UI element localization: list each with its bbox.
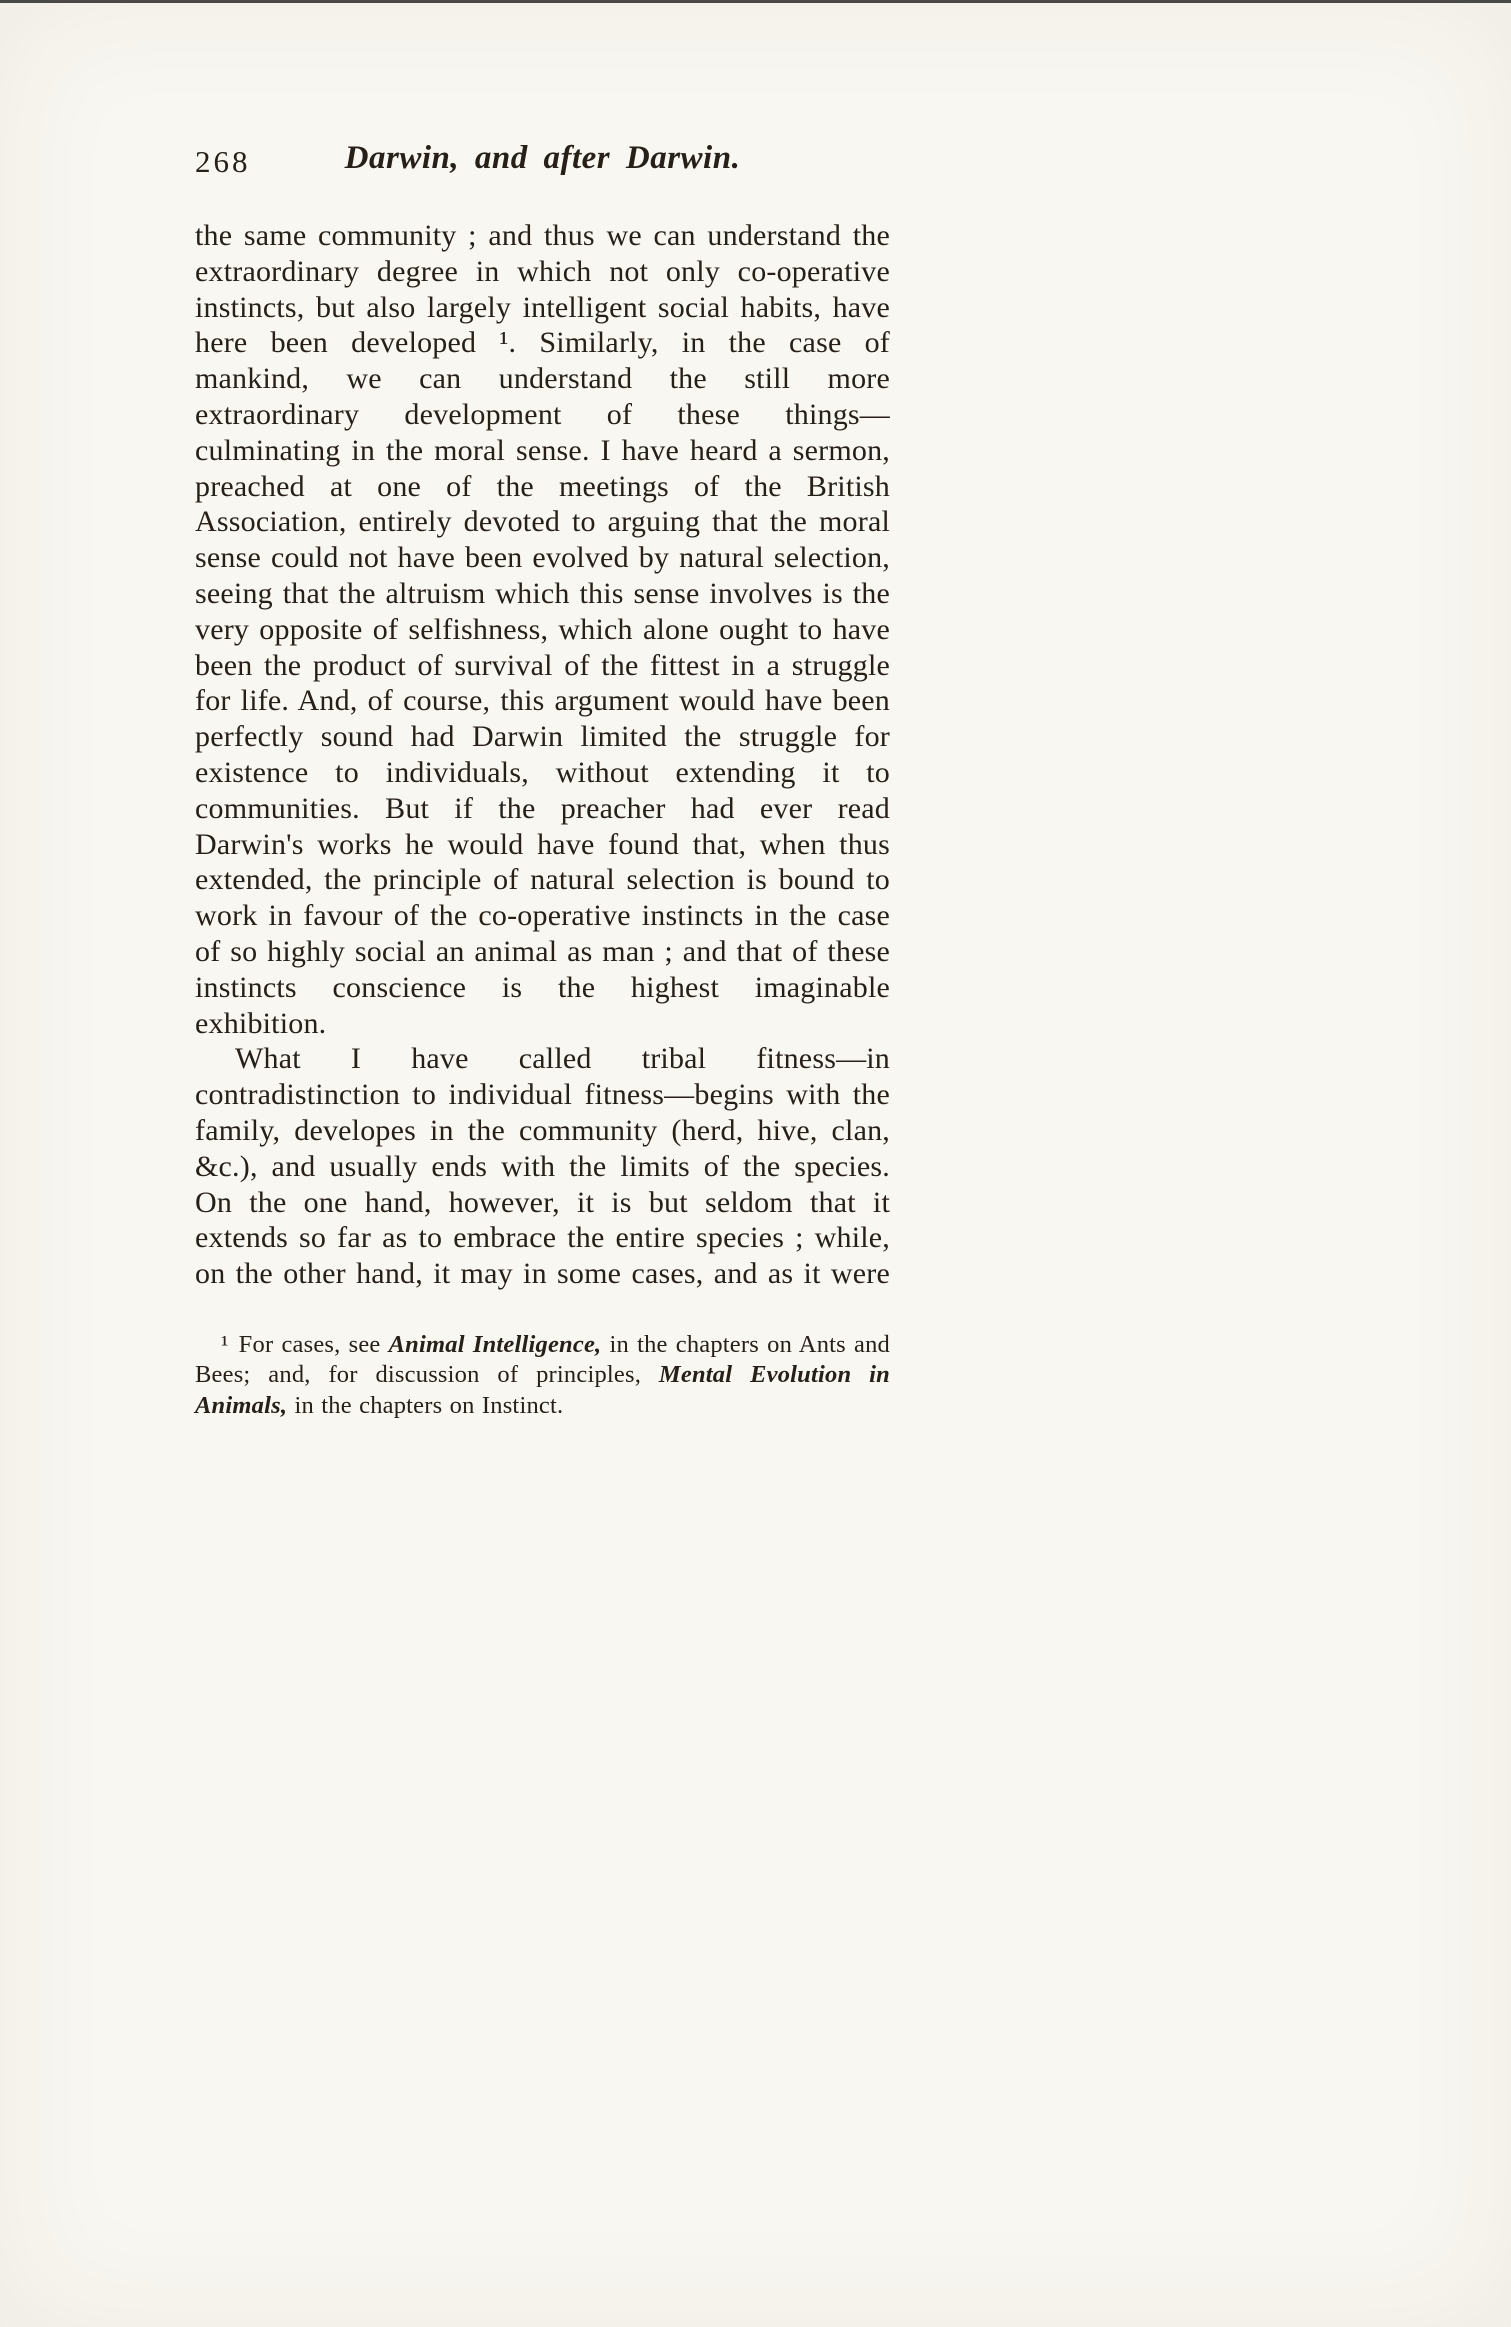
body-text: [195, 218, 890, 1292]
footnote-marker: ¹: [221, 1330, 229, 1358]
paragraph-1: the same community ; and thus we can understand the extraordinary degree in which not only co-operative instincts, but also largely intelligent social habits, have here been developed ¹. Similarly, in the case of mankind, we can understand the still more extraordinary development of these things—culminating in the moral sense. I have heard a sermon, preached at one of the meetings of the British Association, entirely devoted to arguing that the moral sense could not have been evolved by natural selection, seeing that the altruism which this sense involves is the very opposite of selfishness, which alone ought to have been the product of survival of the fittest in a struggle for life. And, of course, this argument would have been perfectly sound had Darwin limited the struggle for existence to individuals, without extending it to communities. But if the preacher had ever read Darwin's works he would have found that, when thus extended, the principle of natural selection is bound to work in favour of the co-operative instincts in the case of so highly social an animal as man ; and that of these instincts conscience is the highest imaginable exhibition.: [195, 219, 890, 1040]
paragraph-2: What I have called tribal fitness—in contradistinction to individual fitness—begins with the family, developes in the community (herd, hive, clan, &c.), and usually ends with the limits of the species. On the one hand, however, it is but seldom that it extends so far as to embrace the entire species ; while, on the other hand, it may in some cases, and as it were: [195, 1042, 890, 1291]
text-block: [195, 140, 890, 1421]
footnote-text: in the chapters on Ants and Bees; and, for discussion of principles,: [195, 1330, 890, 1389]
footnote-book-title-mental-evolution: Mental Evolution in Animals,: [195, 1361, 890, 1419]
page-number: 268: [195, 144, 251, 179]
footnote-book-title-animal-intelligence: Animal Intelligence,: [388, 1330, 602, 1358]
scan-edge: [0, 0, 1511, 3]
footnote: [195, 1330, 890, 1422]
running-title: Darwin, and after Darwin.: [344, 140, 741, 176]
page-header: [195, 140, 890, 190]
footnote-text: For cases, see: [230, 1330, 389, 1358]
footnote-text: in the chapters on Instinct.: [287, 1391, 564, 1419]
